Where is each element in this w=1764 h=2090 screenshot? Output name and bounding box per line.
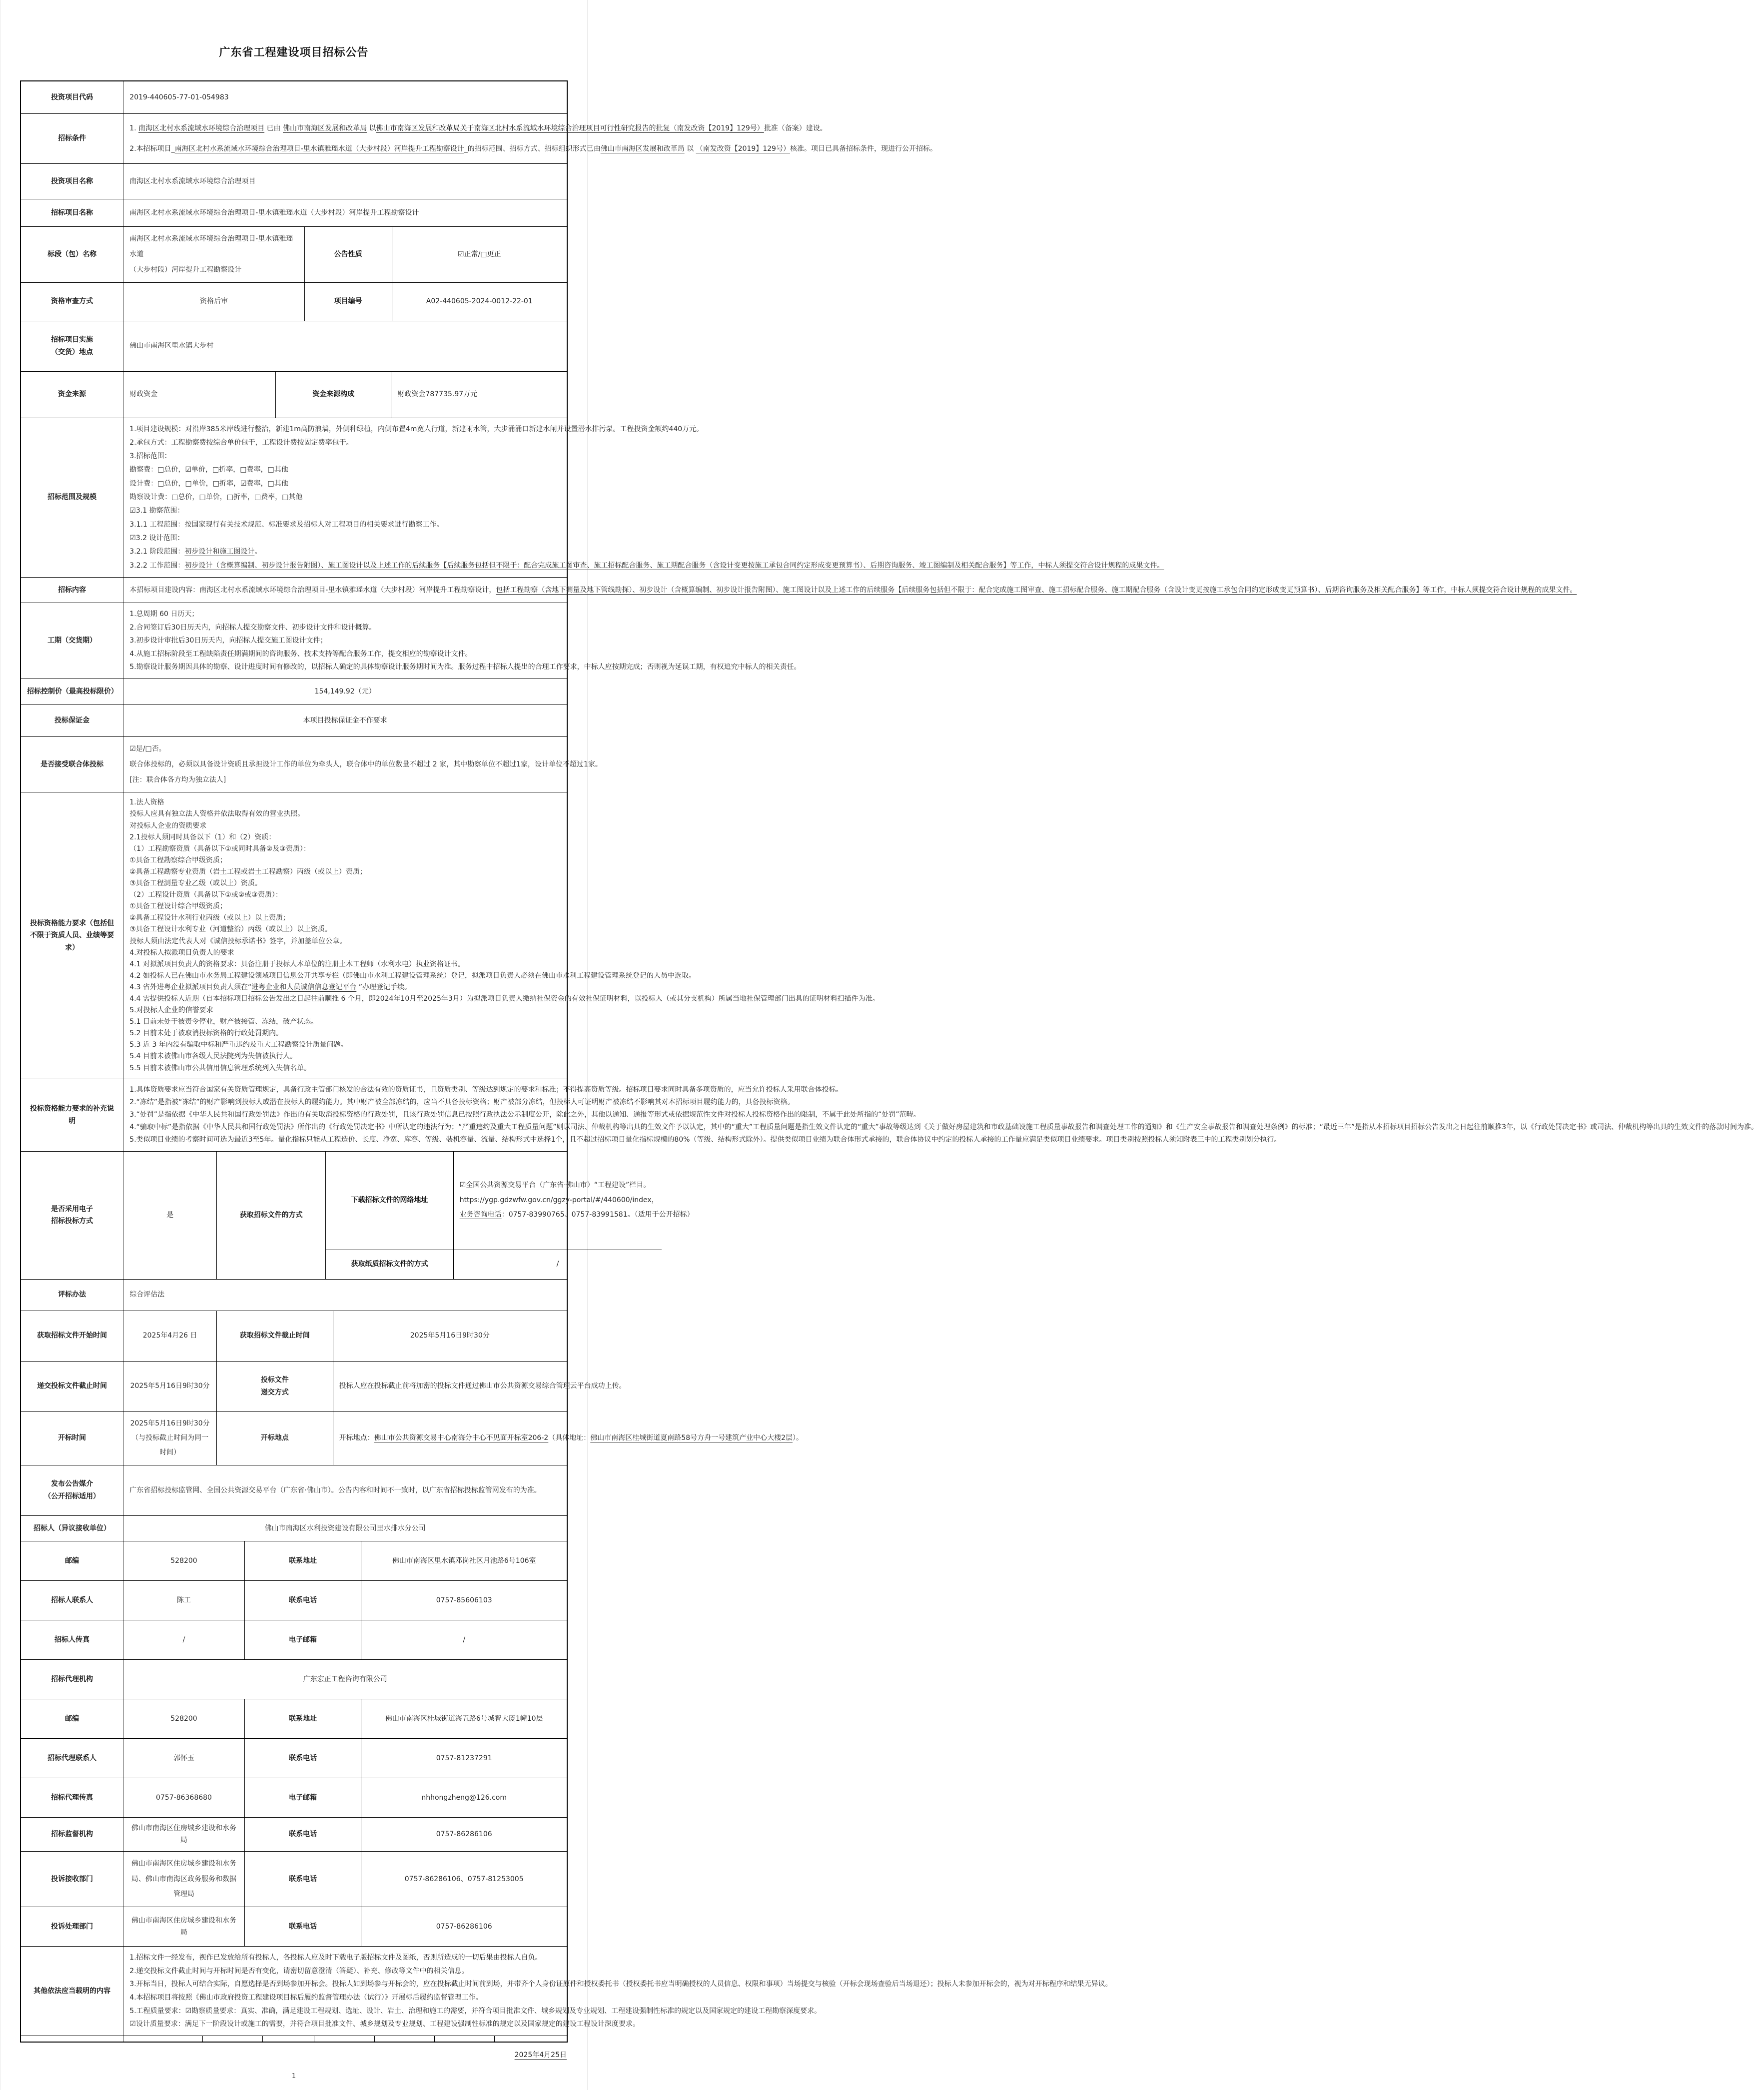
label-announcement-nature: 公告性质 [305,227,392,282]
label-bid-opening-place: 开标地点 [217,1412,333,1465]
row-tender-conditions [21,114,937,164]
row-electronic-bidding [21,1152,694,1280]
label-complaint-receiving: 投诉接收部门 [21,1852,123,1907]
value-investment-code: 2019-440605-77-01-054983 [129,93,229,101]
label-qualification-requirements: 投标资格能力要求（包括但不限于资质人员、业绩等要求） [21,792,123,1078]
value-email: / [463,1635,466,1644]
value-tender-content: 本招标项目建设内容：南海区北村水系流域水环境综合治理项目-里水镇雅瑶水道（大步村段）河岸提升工程勘察设计，包括工程勘察（含地下测量及地下管线勘探）、初步设计（含概算编制、初步设计报告附图）、施工图设计以及上述工作的后续服务【后续服务包括但不限于：配合完成施工图审查、施工招标配合服务、施工期配合服务（含设计变更按施工承包合同约定形成变更预算书）、后期咨询服务及相关配合服务】等工作，中标人须提交符合设计规程的成果文件。 [129,586,1577,594]
value-tenderer: 佛山市南海区水利投资建设有限公司里水排水分公司 [264,1524,426,1532]
label-tender-conditions: 招标条件 [21,114,123,163]
label-tender-scope: 招标范围及规模 [21,418,123,577]
label-announcement-media: 发布公告媒介 （公开招标适用） [21,1465,123,1515]
row-qualification-requirements [21,792,880,1079]
row-tender-content [21,578,1577,603]
label-project-number: 项目编号 [305,283,392,321]
value-consortium: ☑是/□否。 联合体投标的，必须以具备设计资质且承担设计工作的单位为牵头人，联合体中的单位数量不超过 2 家，其中勘察单位不超过1家，设计单位不超过1家。 [注：联合体各方均为独立法人] [129,745,602,784]
label-obtain-deadline: 获取招标文件截止时间 [217,1311,333,1361]
label-obtain-start-time: 获取招标文件开始时间 [21,1311,123,1361]
value-control-price: 154,149.92（元） [314,687,376,696]
label-agency-postcode: 邮编 [21,1699,123,1738]
label-complaint-handling: 投诉处理部门 [21,1907,123,1946]
label-email: 电子邮箱 [245,1620,362,1659]
value-qualification-review-method: 资格后审 [123,283,305,321]
label-qualification-review-method: 资格审查方式 [21,283,123,321]
row-evaluation-method [21,1280,567,1311]
value-paper-documents: / [556,1260,559,1269]
row-construction-period [21,603,801,679]
label-consortium: 是否接受联合体投标 [21,737,123,792]
label-tenderer: 招标人（异议接收单位） [21,1516,123,1541]
label-complaint-receiving-phone: 联系电话 [245,1852,362,1907]
label-agency-fax: 招标代理传真 [21,1778,123,1817]
spacer-cell [375,2036,435,2042]
subrow-download-url [326,1152,694,1250]
row-announcement-media [21,1465,567,1516]
row-consortium [21,737,602,792]
row-delivery-place [21,321,567,372]
value-qualification-requirements: 1.法人资格 投标人应具有独立法人资格并依法取得有效的营业执照。 对投标人企业的资质要求 2.1投标人须同时具备以下（1）和（2）资质： （1）工程勘察资质（具备以下①或同时具备②及③资质）： ①具备工程勘察综合甲级资质； ②具备工程勘察专业资质（岩土工程或岩土工程勘察）丙级（或以上）资质； ③具备工程测量专业乙级（或以上）资质。 （2）工程设计资质（具备以下①或②或③资质）： ①具备工程设计综合甲级资质； ②具备工程设计水利行业丙级（或以上）以上资质； ③具备工程设计水利专业（河道整治）丙级（或以上）以上资质。 投标人须由法定代表人对《诚信投标承诺书》签字，并加盖单位公章。 4.对投标人拟派项目负责人的要求 4.1 对拟派项目负责人的资格要求：具备注册于投标人本单位的注册土木工程师（水利水电）执业资格证书。 4.2 如投标人已在佛山市水务局工程建设领域项目信息公开共享专栏（即佛山市水利工程建设管理系统）登记，拟派项目负责人必须在佛山市水利工程建设管理系统登记的人员中选取。 4.3 省外进粤企业拟派项目负责人须在“进粤企业和人员诚信信息登记平台 ”办理登记手续。 4.4 需提供投标人近期（自本招标项目招标公告发出之日起往前顺推 6 个月，即2024年10月至2025年3月）为拟派项目负责人缴纳社保资金的有效社保证明材料，以投标人（或其分支机构）所属当地社保管理部门出具的证明材料扫描件为准。 5.对投标人企业的信誉要求 5.1 目前未处于被责令停业，财产被接管、冻结，破产状态。 5.2 目前未处于被取消投标资格的行政处罚期内。 5.3 近 3 年内没有骗取中标和严重违约及重大工程勘察设计质量问题。 5.4 目前未被佛山市各级人民法院列为失信被执行人。 5.5 目前未被佛山市公共信用信息管理系统列入失信名单。 [129,798,880,1072]
label-tenderer-contact: 招标人联系人 [21,1581,123,1620]
label-other-contents: 其他依法应当载明的内容 [21,1947,123,2036]
label-contact-phone: 联系电话 [245,1581,362,1620]
label-electronic-bidding: 是否采用电子 招标投标方式 [21,1152,123,1279]
label-bid-bond: 投标保证金 [21,704,123,736]
spacer-cell [203,2036,263,2042]
label-supervision-phone: 联系电话 [245,1818,362,1851]
spacer-cell [123,2036,202,2042]
value-agency-address: 佛山市南海区桂城街道海五路6号城智大厦1幢10层 [385,1714,543,1723]
row-bottom-spacer [21,2036,567,2042]
label-submission-method: 投标文件 递交方式 [217,1362,333,1411]
value-qualification-supplement: 1.具体资质要求应当符合国家有关资质管理规定，具备行政主管部门核发的合法有效的资质证书，且资质类别、等级达到规定的要求和标准；不得提高资质等级。招标项目要求同时具备多项资质的，应当允许投标人采用联合体投标。 2.“冻结”是指被“冻结”的财产影响到投标人或潜在投标人的履约能力。其中财产被全部冻结的，应当不具备投标资格；财产被部分冻结，但投标人可证明财产被冻结不影响其对本招标项目履约能力的，具备投标资格。 3.“处罚”是指依据《中华人民共和国行政处罚法》作出的有关取消投标资格的行政处罚，且该行政处罚信息已按照行政执法公示制度公开，除此之外，其他以通知、通报等形式或依据规范性文件对投标人投标资格作出的限制，不属于此处所指的“处罚”范畴。 4.“骗取中标”是指依据《中华人民共和国行政处罚法》所作出的《行政处罚决定书》中所认定的违法行为；“严重违约及重大工程质量问题”则以司法、仲裁机构等出具的生效文件予以认定，其中的“重大”工程质量问题是指生效文件认定的“重大”事故等级达到《关于做好房屋建筑和市政基础设施工程质量事故报告和调查处理工作的通知》和《生产安全事故报告和调查处理条例》的标准；“最近三年”是指从本招标项目招标公告发出之日起往前顺推3年，以《行政处罚决定书》或司法、仲裁机构等出具的生效文件的落款时间为准。 5.类似项目业绩的考察时间可选为最近3至5年。量化指标只能从工程造价、长度、净宽、库容、等级、装机容量、流量、结构形式中选择1个，且不超过招标项目量化指标规模的80%（等级、结构形式除外）。提供类似项目业绩为联合体形式承接的，联合体协议中约定的投标人承接的工作量应满足类似项目业绩要求。项目类别按照投标人须知附表三中的工程类别划分执行。 [129,1085,1759,1144]
value-submission-method: 投标人应在投标截止前将加密的投标文件通过佛山市公共资源交易综合管理云平台成功上传。 [339,1382,626,1390]
row-tenderer [21,1516,567,1541]
value-download-url: ☑全国公共资源交易平台（广东省·佛山市）“工程建设”栏目。 https://ygp.gdzwfw.gov.cn/ggzy-portal/#/440600/index， 业务咨询电话：0757-83990765、0757-83991581。（适用于公开招标） [459,1181,694,1219]
value-other-contents: 1.招标文件一经发布，视作已发放给所有投标人，各投标人应及时下载电子版招标文件及图纸，否则所造成的一切后果由投标人自负。 2.递交投标文件截止时间与开标时间是否有变化，请密切留意澄清（答疑）、补充、修改等文件中的相关信息。 3.开标当日，投标人可结合实际，自愿选择是否到场参加开标会。投标人如到场参与开标会的，应在投标截止时间前到场，并带齐个人身份证原件和授权委托书（授权委托书应当明确授权的人员信息、权限和事项）当场提交与核验（开标会现场查验后当场退还）；投标人未参加开标会的，视为对开标程序和结果无异议。 4.本招标项目将按照《佛山市政府投资工程建设项目标后履约监督管理办法（试行）》开展标后履约监督管理工作。 5.工程质量要求：☑勘察质量要求：真实、准确，满足建设工程规划、选址、设计、岩土、治理和施工的需要，并符合项目批准文件、城乡规划及专业规划、工程建设强制性标准的规定以及国家规定的建设工程勘察深度要求。 ☑设计质量要求：满足下一阶段设计或施工的需要，并符合项目批准文件、城乡规划及专业规划、工程建设强制性标准的规定以及国家规定的建设工程设计深度要求。 [129,1954,1112,2029]
value-agency: 广东宏正工程咨询有限公司 [303,1675,387,1683]
cell-obtain-documents [326,1152,694,1279]
row-qualification-review [21,283,567,321]
publish-date: 2025年4月25日 [514,2051,567,2059]
spacer-cell [435,2036,495,2042]
row-investment-code [21,81,567,114]
label-tenderer-fax: 招标人传真 [21,1620,123,1659]
value-tender-scope: 1.项目建设规模：对沿岸385米岸线进行整治，新建1m高防浪墙，外侧种绿植，内侧布置4m宽人行道，新建雨水管，大步涌涌口新建水闸并设置潜水排污泵。工程投资金额约440万元。 2.承包方式：工程勘察费按综合单价包干，工程设计费按固定费率包干。 3.招标范围： 勘察费：□总价，☑单价，□折率，□费率，□其他 设计费：□总价，□单价，□折率，☑费率，□其他 勘察设计费：□总价，□单价，□折率，□费率，□其他 ☑3.1 勘察范围： 3.1.1 工程范围：按国家现行有关技术规范、标准要求及招标人对工程项目的相关要求进行勘察工作。 ☑3.2 设计范围： 3.2.1 阶段范围：初步设计和施工图设计。 3.2.2 工作范围：初步设计（含概算编制、初步设计报告附图）、施工图设计以及上述工作的后续服务【后续服务包括但不限于：配合完成施工图审查、施工招标配合服务、施工期配合服务（含设计变更按施工承包合同约定形成变更预算书）、后期咨询服务、竣工图编制及相关配合服务】等工作，中标人须提交符合设计规程的成果文件。 [129,425,1164,570]
label-obtain-documents-method: 获取招标文件的方式 [217,1152,326,1279]
row-control-price [21,679,567,704]
value-contact-phone: 0757-85606103 [436,1596,492,1604]
value-bid-opening-place: 开标地点：佛山市公共资源交易中心南海分中心不见面开标室206-2（具体地址：佛山市南海区桂城街道夏南路58号方舟一号建筑产业中心大楼2层）。 [339,1433,804,1442]
value-agency-phone: 0757-81237291 [436,1754,492,1762]
row-tenderer-contact [21,1581,567,1620]
label-fund-source: 资金来源 [21,372,123,418]
row-supervision [21,1818,567,1852]
label-agency-email: 电子邮箱 [245,1778,362,1817]
spacer-cell [21,2036,123,2042]
label-contact-address: 联系地址 [245,1541,362,1580]
value-evaluation-method: 综合评估法 [129,1291,165,1299]
value-obtain-start-time: 2025年4月26 日 [123,1311,217,1361]
value-construction-period: 1.总周期 60 日历天； 2.合同签订后30日历天内，向招标人提交勘察文件、初步设计文件和设计概算。 3.初步设计审批后30日历天内，向招标人提交施工图设计文件； 4.从施工招标阶段至工程缺陷责任期满期间的咨询服务、技术支持等配合服务工作，提交相应的勘察设计文件。 5.勘察设计服务期因具体的勘察、设计进度时间有修改的，以招标人确定的具体勘察设计服务期时间为准。服务过程中招标人提出的合理工作要求，中标人应按期完成；否则视为延误工期，有权追究中标人的相关责任。 [129,610,801,672]
label-investment-project-name: 投资项目名称 [21,164,123,199]
value-contact-address: 佛山市南海区里水镇邓岗社区月池路6号106室 [392,1556,536,1565]
value-section-name: 南海区北村水系流域水环境综合治理项目-里水镇雅瑶水道 （大步村段）河岸提升工程勘察设计 [123,227,305,282]
label-tender-project-name: 招标项目名称 [21,199,123,226]
label-construction-period: 工期（交货期） [21,603,123,679]
label-agency: 招标代理机构 [21,1660,123,1699]
value-complaint-handling-phone: 0757-86286106 [436,1922,492,1931]
value-fund-source: 财政资金 [123,372,276,418]
value-tender-project-name: 南海区北村水系流域水环境综合治理项目-里水镇雅瑶水道（大步村段）河岸提升工程勘察设计 [129,208,419,217]
row-agency-contact [21,1739,567,1778]
value-announcement-nature: ☑正常/□更正 [458,250,501,259]
value-agency-fax: 0757-86368680 [123,1778,244,1817]
row-tender-scope [21,418,1164,578]
row-agency-fax [21,1778,567,1818]
spacer-cell [263,2036,315,2042]
value-delivery-place: 佛山市南海区里水镇大步村 [129,342,214,350]
row-agency [21,1660,567,1699]
row-agency-postcode [21,1699,567,1739]
value-investment-project-name: 南海区北村水系流域水环境综合治理项目 [129,177,256,185]
label-delivery-place: 招标项目实施 （交货）地点 [21,321,123,371]
label-agency-contact: 招标代理联系人 [21,1739,123,1778]
value-fund-composition: 财政资金787735.97万元 [397,390,478,399]
row-bid-bond [21,704,567,737]
label-investment-code: 投资项目代码 [21,81,123,113]
value-electronic-bidding: 是 [123,1152,217,1279]
row-tender-project-name [21,199,567,227]
value-tenderer-contact: 陈工 [123,1581,244,1620]
page-number: 1 [291,2072,296,2080]
value-supervision-phone: 0757-86286106 [436,1830,492,1838]
row-section-name [21,227,567,282]
value-submission-deadline: 2025年5月16日9时30分 [123,1362,217,1411]
label-supervision: 招标监督机构 [21,1818,123,1851]
value-complaint-handling: 佛山市南海区住房城乡建设和水务局 [123,1907,244,1946]
row-submission-deadline [21,1362,626,1412]
row-complaint-receiving [21,1852,567,1907]
value-bid-opening-time: 2025年5月16日9时30分（与投标截止时间为同一时间） [123,1412,217,1465]
subrow-paper-documents [326,1250,662,1279]
label-download-url: 下载招标文件的网络地址 [326,1152,453,1250]
value-agency-email: nhhongzheng@126.com [421,1793,507,1802]
publish-date-line [21,2050,567,2060]
value-agency-contact: 郭怀玉 [123,1739,244,1778]
label-postcode: 邮编 [21,1541,123,1580]
label-bid-opening-time: 开标时间 [21,1412,123,1465]
label-control-price: 招标控制价（最高投标限价） [21,679,123,704]
row-tenderer-fax [21,1620,567,1660]
value-complaint-receiving-phone: 0757-86286106、0757-81253005 [404,1875,524,1883]
value-tender-conditions: 1. 南海区北村水系流域水环境综合治理项目 已由 佛山市南海区发展和改革局 以佛山市南海区发展和改革局关于南海区北村水系流域水环境综合治理项目可行性研究报告的批复（南发改资【2019】129号）批准（备案）建设。 2.本招标项目_南海区北村水系流域水环境综合治理项目-里水镇雅瑶水道（大步村段）河岸提升工程勘察设计_的招标范围、招标方式、招标组织形式已由佛山市南海区发展和改革局 以 （南发改资【2019】129号）核准。项目已具备招标条件，现进行公开招标。 [129,124,937,153]
label-fund-composition: 资金来源构成 [276,372,392,418]
label-submission-deadline: 递交投标文件截止时间 [21,1362,123,1411]
value-tenderer-fax: / [123,1620,244,1659]
page-title: 广东省工程建设项目招标公告 [219,46,369,59]
row-obtain-time [21,1311,567,1362]
row-tenderer-postcode [21,1541,567,1581]
label-qualification-supplement: 投标资格能力要求的补充说明 [21,1079,123,1151]
value-postcode: 528200 [123,1541,244,1580]
value-agency-postcode: 528200 [123,1699,244,1738]
label-tender-content: 招标内容 [21,578,123,603]
label-section-name: 标段（包）名称 [21,227,123,282]
spacer-cell [495,2036,567,2042]
value-project-number: A02-440605-2024-0012-22-01 [426,297,533,306]
row-qualification-supplement [21,1079,1759,1152]
spacer-cell [314,2036,374,2042]
row-fund-source [21,372,567,418]
value-bid-bond: 本项目投标保证金不作要求 [303,716,387,724]
label-complaint-handling-phone: 联系电话 [245,1907,362,1946]
value-supervision: 佛山市南海区住房城乡建设和水务局 [123,1818,244,1851]
row-investment-project-name [21,164,567,199]
label-paper-documents: 获取纸质招标文件的方式 [326,1250,453,1279]
label-agency-address: 联系地址 [245,1699,362,1738]
value-complaint-receiving: 佛山市南海区住房城乡建设和水务局、佛山市南海区政务服务和数据管理局 [123,1852,244,1907]
row-complaint-handling [21,1907,567,1947]
label-agency-phone: 联系电话 [245,1739,362,1778]
announcement-table [20,80,1759,2043]
label-evaluation-method: 评标办法 [21,1280,123,1311]
row-other-contents [21,1947,1112,2036]
row-bid-opening [21,1412,804,1465]
value-announcement-media: 广东省招标投标监管网、全国公共资源交易平台（广东省·佛山市）。公告内容和时间不一致时，以广东省招标投标监管网发布的为准。 [129,1486,541,1494]
value-obtain-deadline: 2025年5月16日9时30分 [410,1332,490,1340]
